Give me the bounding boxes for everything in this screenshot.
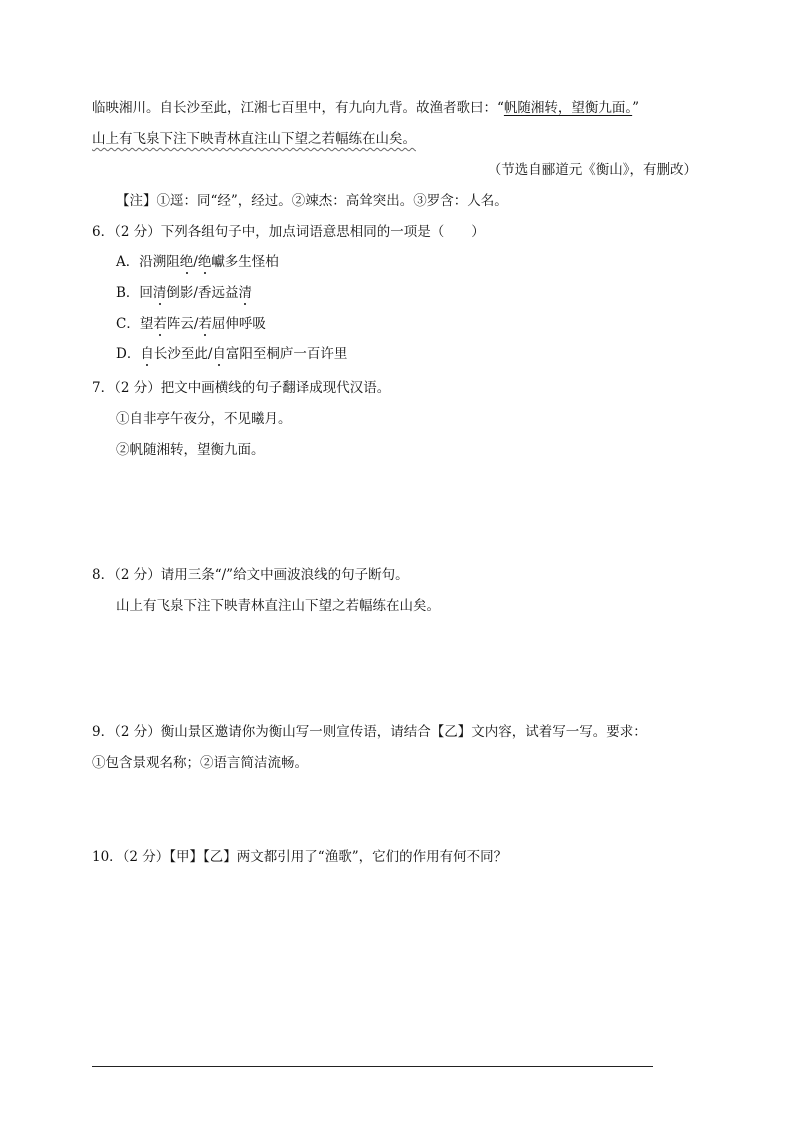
question-9-requirements: ①包含景观名称；②语言简洁流畅。 (92, 755, 308, 771)
passage-text: 临映湘川。自长沙至此，江湘七百里中，有九向九背。故渔者歌曰： (92, 100, 497, 116)
question-7-item-2: ②帆随湘转，望衡九面。 (116, 442, 265, 458)
dotted-word: 自 (140, 346, 154, 362)
underlined-sentence: 帆随湘转，望衡九面。 (503, 100, 633, 116)
quote-open: “ (497, 100, 504, 116)
question-6-option-c (116, 314, 266, 334)
dotted-word: 若 (153, 316, 167, 332)
question-6-option-d (116, 344, 347, 364)
option-text: C．望 (116, 316, 154, 332)
dotted-word: 自 (212, 346, 226, 362)
footer-rule (92, 1066, 653, 1067)
dotted-word: 绝 (179, 254, 194, 270)
passage-notes: 【注】①逕：同“经”，经过。②竦杰：高耸突出。③罗含：人名。 (116, 193, 508, 209)
question-10-stem: 10．（2 分）【甲】【乙】两文都引用了“渔歌”，它们的作用有何不同？ (92, 849, 508, 865)
question-6-option-b (116, 283, 252, 303)
passage-source: （节选自郦道元《衡山》，有删改） (487, 162, 697, 178)
option-text: B．回 (116, 285, 153, 301)
dotted-word: 若 (198, 316, 212, 332)
option-text: 阵云/ (166, 316, 199, 332)
question-6-stem: 6．（2 分）下列各组句子中，加点词语意思相同的一项是（ ） (92, 224, 485, 240)
question-8-sentence: 山上有飞泉下注下映青林直注山下望之若幅练在山矣。 (116, 598, 440, 614)
question-7-stem: 7．（2 分）把文中画横线的句子翻译成现代汉语。 (92, 380, 391, 396)
dotted-word: 绝 (197, 254, 212, 270)
dotted-word: 清 (238, 285, 252, 301)
question-8-stem: 8．（2 分）请用三条“/”给文中画波浪线的句子断句。 (92, 567, 409, 583)
option-text: 倒影/香远益 (166, 285, 239, 301)
option-text: 长沙至此/ (153, 346, 213, 362)
option-text: 屈伸呼吸 (211, 316, 266, 332)
option-text: 富阳至桐庐一百许里 (225, 346, 348, 362)
quote-close: ” (632, 100, 640, 116)
option-text: 巘多生怪柏 (211, 254, 279, 270)
question-6-option-a (116, 252, 279, 272)
dotted-word: 清 (152, 285, 167, 301)
option-text: / (193, 254, 198, 270)
passage-line-1 (92, 98, 639, 118)
option-text: D． (116, 346, 141, 362)
question-9-stem: 9．（2 分）衡山景区邀请你为衡山写一则宣传语，请结合【乙】文内容，试着写一写。要求： (92, 724, 647, 740)
passage-line-2 (92, 129, 416, 149)
wavy-underlined-sentence: 山上有飞泉下注下映青林直注山下望之若幅练在山矣。 (92, 131, 416, 147)
option-text: A．沿溯阻 (116, 254, 180, 270)
question-7-item-1: ①自非亭午夜分，不见曦月。 (116, 411, 292, 427)
